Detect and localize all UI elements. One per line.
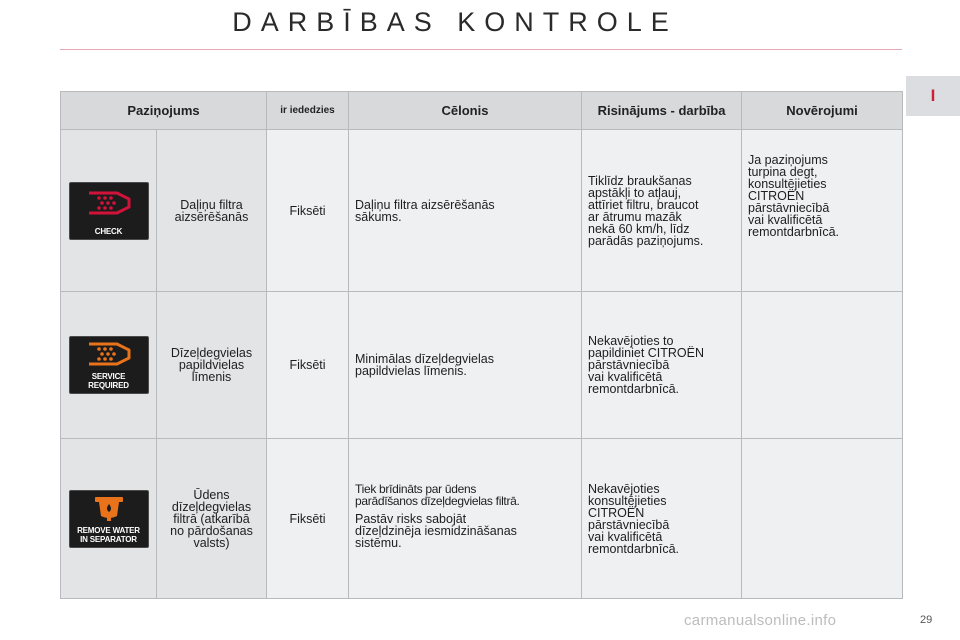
icon-cell [61, 130, 157, 292]
icon-label: CHECK [94, 226, 123, 236]
solution-cell: Nekavējoties konsultējieties CITROËN pārstāvniecībā vai kvalificētā remontdarbnīcā. [582, 439, 742, 599]
cause-cell: Minimālas dīzeļdegvielas papildvielas līmenis. [349, 292, 582, 439]
page-number: 29 [920, 614, 933, 626]
warning-messages-table [60, 91, 903, 599]
title-divider [60, 49, 902, 50]
header-ignition: ir iededzies [267, 92, 349, 130]
header-message: Paziņojums [61, 92, 267, 130]
cause-risk: Pastāv risks sabojāt dīzeļdzinēja iesmidzināšanas sistēmu. [355, 511, 517, 550]
cause-warning: Tiek brīdināts par ūdens parādīšanos dīzeļdegvielas filtrā. [355, 481, 520, 508]
particle-filter-check-icon [69, 182, 149, 240]
icon-cell [61, 439, 157, 599]
page-title: DARBĪBAS KONTROLE [232, 7, 678, 37]
watermark: carmanualsonline.info [684, 612, 837, 629]
icon-cell [61, 292, 157, 439]
header-cause: Cēlonis [349, 92, 582, 130]
table-row [61, 292, 903, 439]
remarks-cell: Ja paziņojums turpina degt, konsultējieties CITROËN pārstāvniecībā vai kvalificētā remontdarbnīcā. [742, 130, 903, 292]
state-cell: Fiksēti [267, 130, 349, 292]
cause-cell [349, 439, 582, 599]
fuel-filter-water-icon [89, 494, 129, 524]
particle-filter-icon [83, 340, 135, 370]
solution-cell: Nekavējoties to papildiniet CITROËN pārstāvniecībā vai kvalificētā remontdarbnīcā. [582, 292, 742, 439]
header-solution: Risinājums - darbība [582, 92, 742, 130]
remarks-cell [742, 439, 903, 599]
message-cell: Ūdens dīzeļdegvielas filtrā (atkarībā no pārdošanas valsts) [157, 439, 267, 599]
icon-label: REMOVE WATER IN SEPARATOR [77, 525, 140, 544]
state-cell: Fiksēti [267, 439, 349, 599]
table-header-row [61, 92, 903, 130]
diesel-additive-service-icon [69, 336, 149, 394]
header-remarks: Novērojumi [742, 92, 903, 130]
remarks-cell [742, 292, 903, 439]
table-row [61, 439, 903, 599]
icon-label: SERVICE REQUIRED [88, 372, 129, 390]
solution-cell: Tiklīdz braukšanas apstākļi to atļauj, attīriet filtru, braucot ar ātrumu mazāk nekā 60 km/h, līdz parādās paziņojums. [582, 130, 742, 292]
state-cell: Fiksēti [267, 292, 349, 439]
message-cell: Daļiņu filtra aizsērēšanās [157, 130, 267, 292]
message-cell: Dīzeļdegvielas papildvielas līmenis [157, 292, 267, 439]
chapter-tab[interactable]: I [906, 76, 960, 116]
particle-filter-icon [83, 186, 135, 220]
table-row [61, 130, 903, 292]
cause-cell: Daļiņu filtra aizsērēšanās sākums. [349, 130, 582, 292]
water-in-diesel-filter-icon [69, 490, 149, 548]
